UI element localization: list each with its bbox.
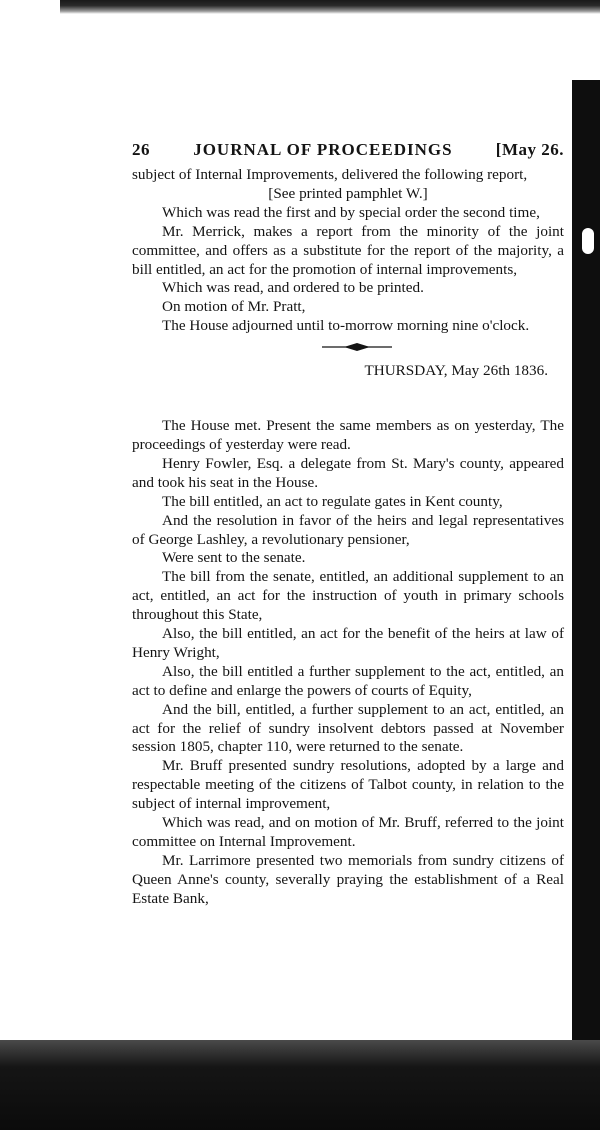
divider-icon	[322, 342, 392, 352]
header-date: [May 26.	[495, 140, 564, 159]
paragraph: Also, the bill entitled a further supplement to the act, entitled, an act to define and enlarge the powers of courts of Equity,	[132, 662, 564, 699]
paragraph: On motion of Mr. Pratt,	[162, 298, 306, 316]
paragraph: And the resolution in favor of the heirs and legal representatives of George Lashley, a revolutionary pensioner,	[132, 511, 564, 548]
paragraph: Also, the bill entitled, an act for the benefit of the heirs at law of Henry Wright,	[132, 625, 564, 661]
paragraph: Mr. Merrick, makes a report from the minority of the joint committee, and offers as a substitute for the report of the majority, a bill entitled, an act for the promotion of internal improvements,	[132, 222, 564, 278]
paragraph: subject of Internal Improvements, delivered the following report,	[132, 166, 528, 183]
paragraph: Henry Fowler, Esq. a delegate from St. Mary's county, appeared and took his seat in the House.	[132, 454, 564, 491]
paragraph: The House adjourned until to-morrow morning nine o'clock.	[162, 317, 530, 335]
journal-text	[132, 166, 564, 909]
scan-top-edge	[60, 0, 600, 14]
paragraph: And the bill, entitled, a further supplement to an act, entitled, an act for the relief of sundry insolvent debtors passed at November session 1805, chapter 110, were returned to the senate.	[132, 700, 564, 756]
pamphlet-reference: [See printed pamphlet W.]	[268, 184, 428, 202]
paragraph: Mr. Bruff presented sundry resolutions, adopted by a large and respectable meeting of the citizens of Talbot county, in relation to the subject of internal improvement,	[132, 757, 564, 813]
paragraph: Which was read the first and by special order the second time,	[162, 203, 540, 221]
page-number: 26	[132, 140, 150, 159]
paragraph: The bill from the senate, entitled, an additional supplement to an act, entitled, an act for the instruction of youth in primary schools throughout this State,	[132, 568, 564, 624]
paragraph: The bill entitled, an act to regulate gates in Kent county,	[162, 492, 503, 510]
section-divider-ornament	[150, 342, 564, 352]
scan-right-edge	[572, 80, 600, 1040]
day-heading: THURSDAY, May 26th 1836.	[364, 362, 548, 380]
paragraph: Which was read, and ordered to be printed.	[162, 279, 424, 297]
journal-page	[132, 140, 564, 909]
spacer	[132, 381, 564, 417]
paragraph: Were sent to the senate.	[162, 549, 306, 567]
scan-bottom-edge	[0, 1040, 600, 1130]
paragraph: Mr. Larrimore presented two memorials from sundry citizens of Queen Anne's county, severally praying the establishment of a Real Estate Bank,	[132, 851, 564, 907]
paragraph: Which was read, and on motion of Mr. Bruff, referred to the joint committee on Internal Improvement.	[132, 814, 564, 850]
journal-title: JOURNAL OF PROCEEDINGS	[193, 140, 453, 159]
paragraph: The House met. Present the same members as on yesterday, The proceedings of yesterday were read.	[132, 417, 564, 453]
scan-binding-notch	[582, 228, 594, 254]
running-head	[132, 140, 564, 160]
